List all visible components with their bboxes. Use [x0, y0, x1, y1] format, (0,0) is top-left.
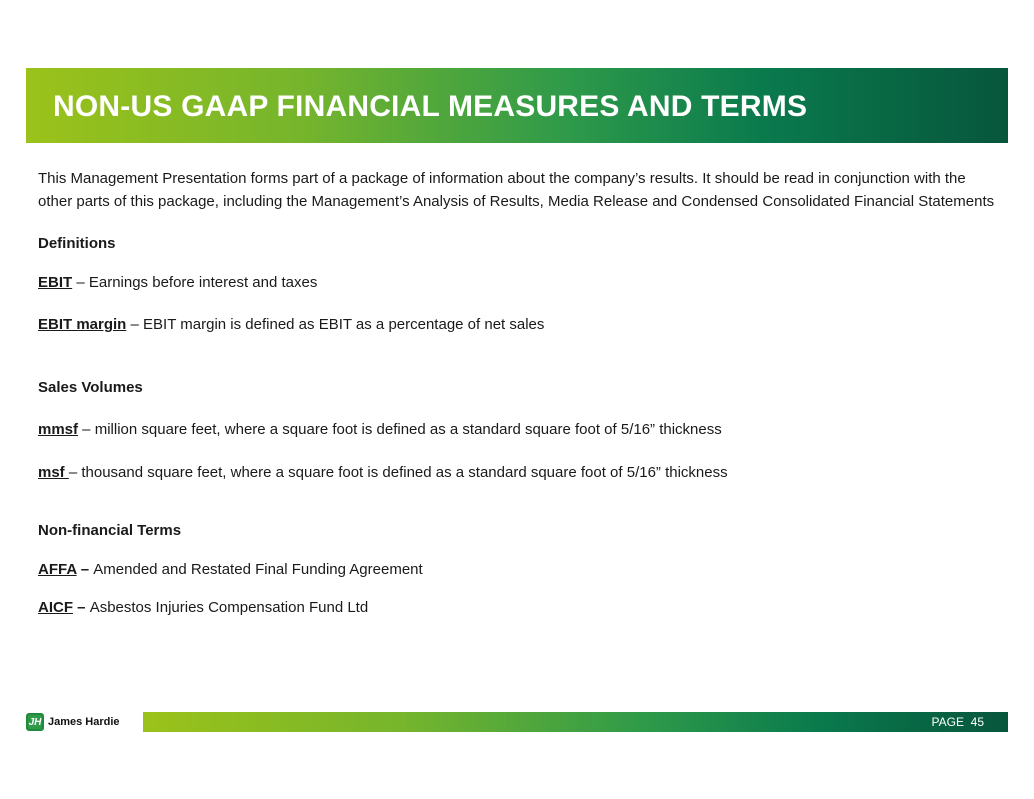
term-dash: –: [76, 560, 94, 578]
definition-text: million square feet, where a square foot is defined as a standard square foot of 5/16” thickness: [94, 421, 722, 438]
definition-affa: [38, 559, 1000, 582]
term-dash: –: [126, 316, 144, 333]
term-msf: msf: [38, 463, 69, 481]
term-dash: –: [73, 599, 90, 616]
footer-bar: [143, 712, 1008, 732]
definition-mmsf: [38, 419, 1000, 442]
term-dash: –: [68, 463, 82, 481]
definition-text: thousand square feet, where a square foot is defined as a standard square foot of 5/16” thickness: [81, 463, 728, 481]
term-affa: AFFA: [38, 560, 77, 578]
company-logo: [26, 711, 120, 733]
definition-text: Amended and Restated Final Funding Agreement: [93, 560, 423, 578]
main-content: [38, 168, 1000, 620]
definition-msf: [38, 462, 1000, 485]
term-dash: –: [72, 273, 89, 291]
logo-text: James Hardie: [48, 716, 120, 728]
page-title: NON-US GAAP FINANCIAL MEASURES AND TERMS: [53, 90, 808, 123]
title-banner: [26, 68, 1008, 143]
definition-ebit-margin: [38, 314, 1000, 337]
term-ebit-margin: EBIT margin: [38, 316, 127, 333]
term-aicf: AICF: [38, 599, 73, 616]
definition-text: EBIT margin is defined as EBIT as a percentage of net sales: [143, 316, 545, 333]
term-ebit: EBIT: [38, 273, 73, 291]
term-dash: –: [78, 421, 95, 438]
non-financial-heading: Non-financial Terms: [38, 522, 182, 539]
definition-aicf: [38, 597, 1000, 620]
definitions-heading: Definitions: [38, 235, 116, 252]
definition-text: Asbestos Injuries Compensation Fund Ltd: [89, 599, 369, 616]
sales-volumes-heading: Sales Volumes: [38, 378, 143, 396]
logo-mark-icon: JH: [26, 713, 44, 731]
page-label-text: PAGE: [931, 715, 964, 729]
intro-paragraph: This Management Presentation forms part of a package of information about the company’s results. It should be read in conjunction with the other parts of this package, including the Management’s Analysis of Results, Media Release and Condensed Consolidated Financial Statements: [38, 170, 995, 210]
term-mmsf: mmsf: [38, 421, 79, 438]
definition-ebit: [38, 272, 1000, 295]
definition-text: Earnings before interest and taxes: [88, 273, 318, 291]
page-number: [932, 715, 985, 729]
page-number-value: 45: [970, 715, 984, 729]
